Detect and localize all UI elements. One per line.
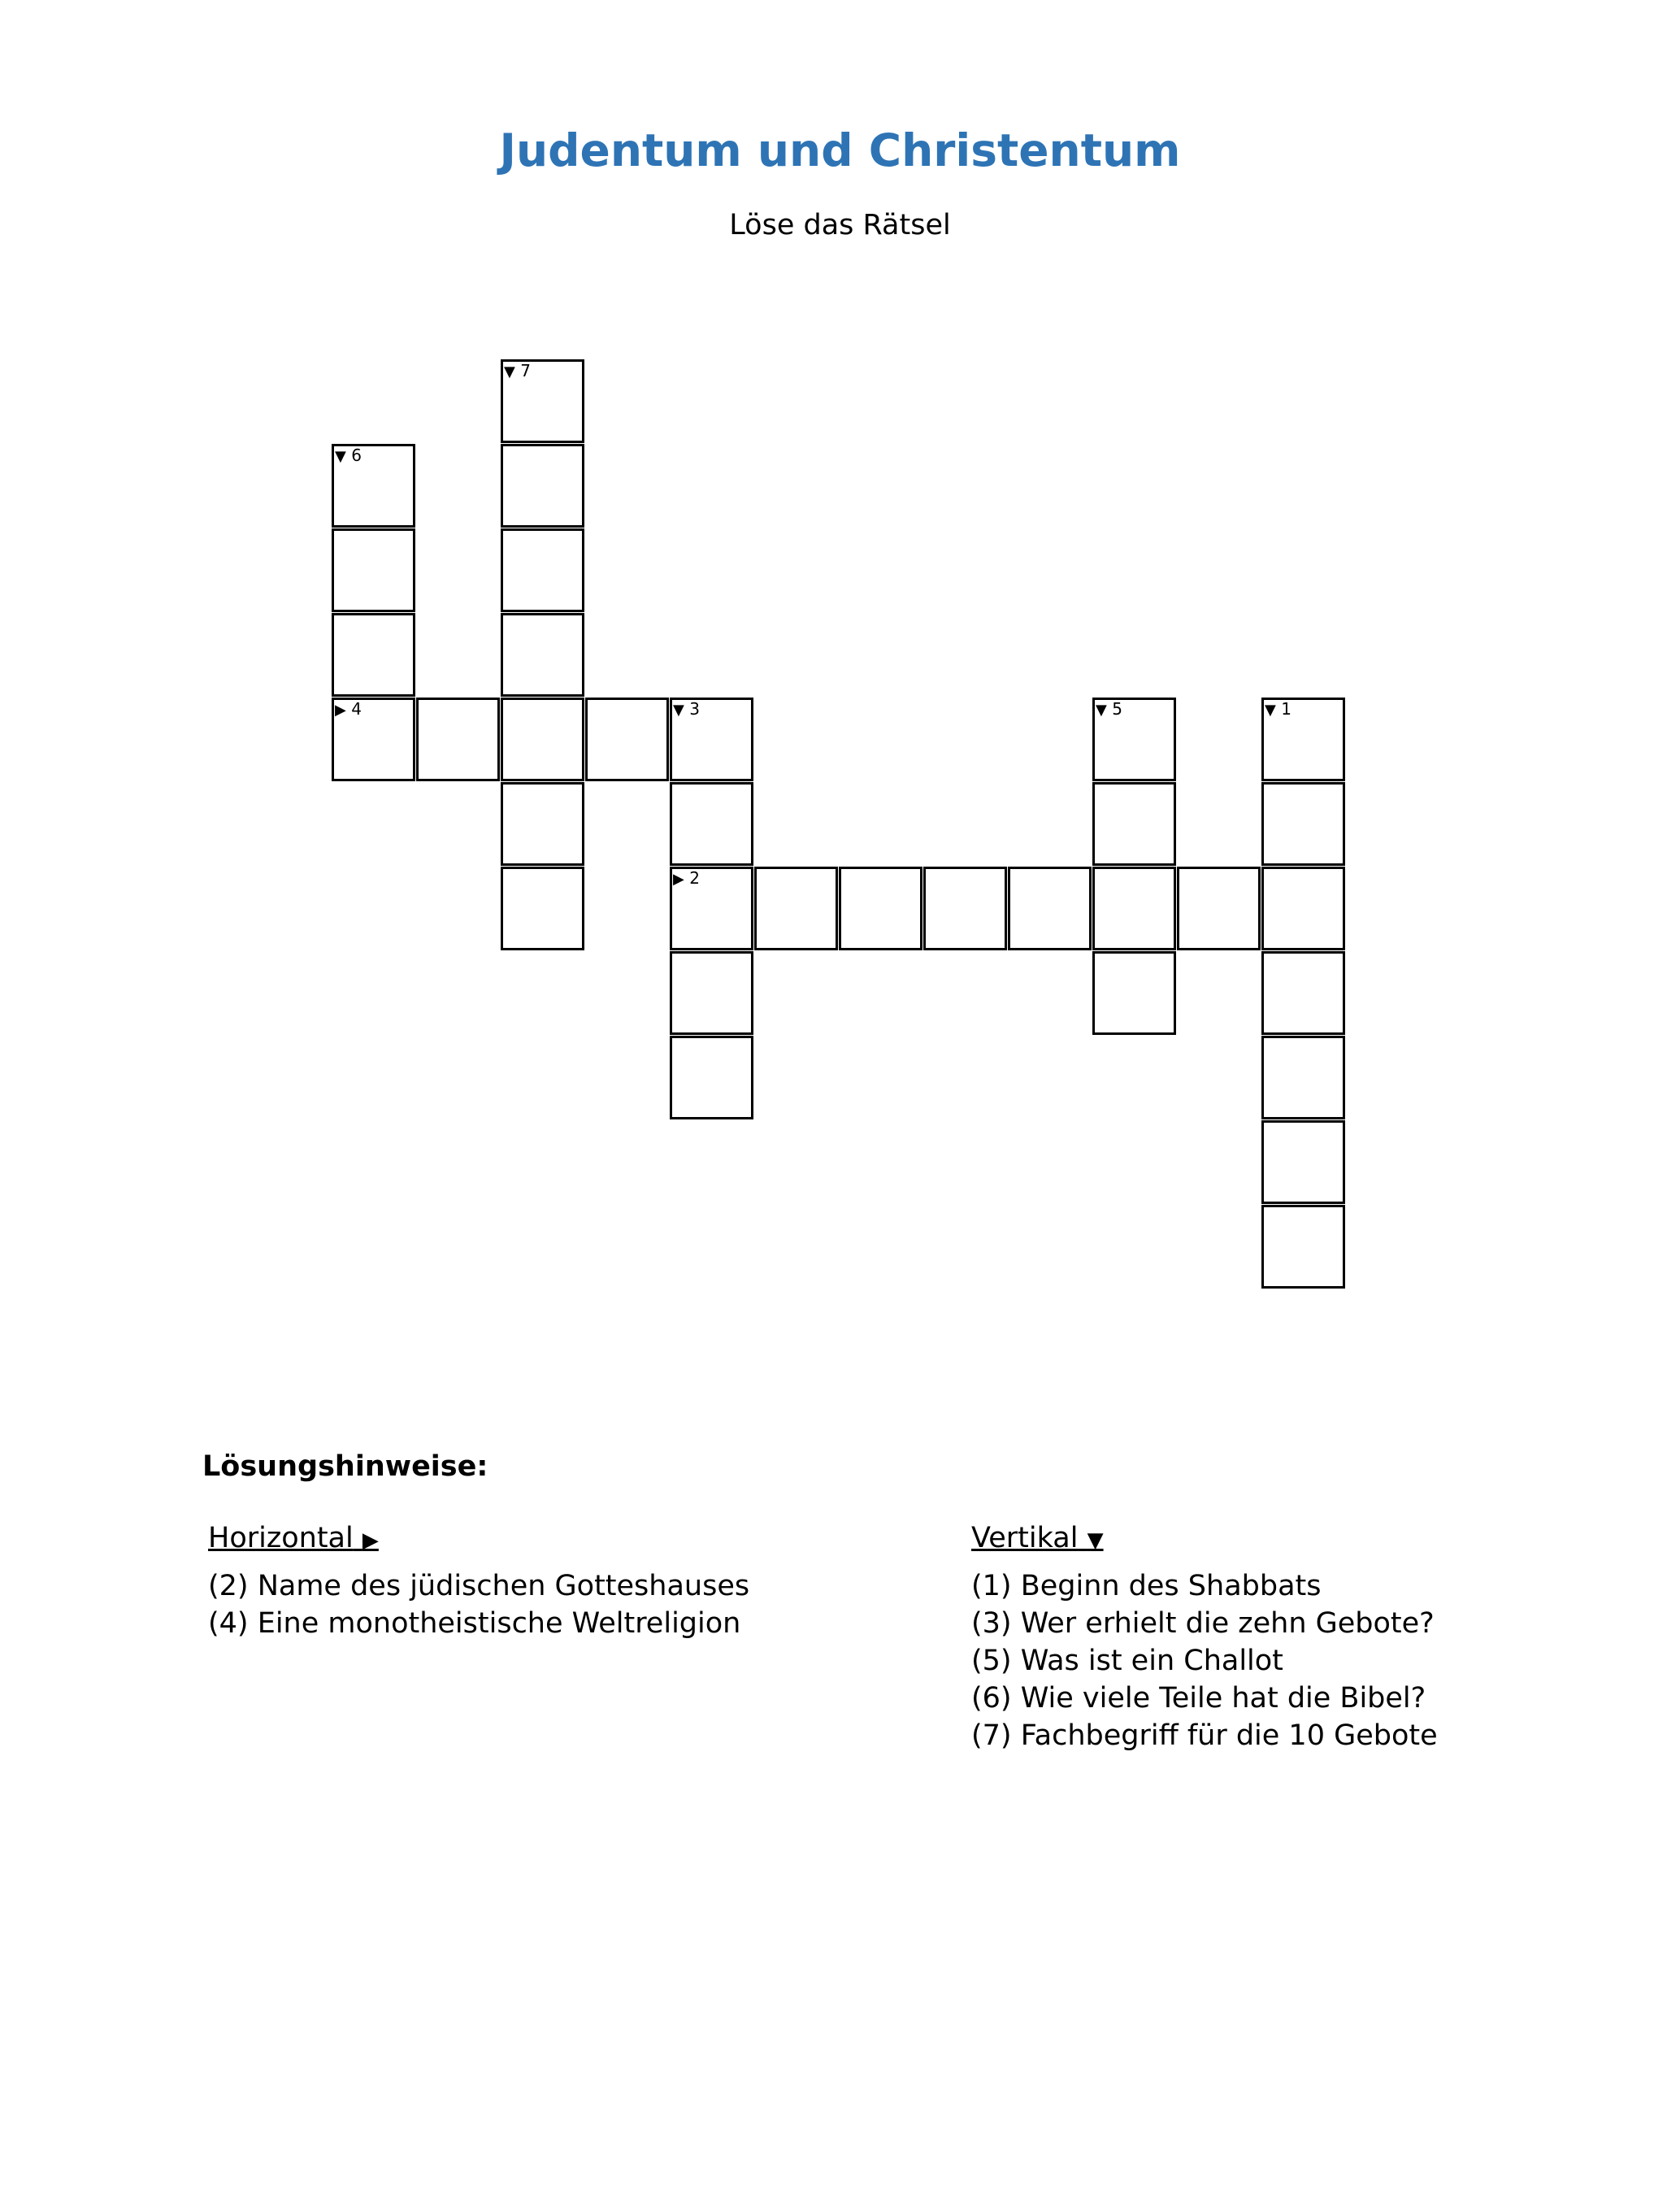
right-arrow-icon: ▶ — [335, 702, 346, 719]
clue-number: 1 — [1275, 699, 1291, 719]
clue-number-label — [335, 446, 362, 467]
clue-item: (7) Fachbegriff für die 10 Gebote — [971, 1719, 1438, 1752]
crossword-cell[interactable] — [1261, 951, 1345, 1035]
crossword-cell[interactable] — [585, 698, 669, 781]
crossword-cell[interactable] — [1008, 867, 1092, 950]
crossword-cell[interactable] — [1092, 951, 1176, 1035]
clue-item: (4) Eine monotheistische Weltreligion — [208, 1607, 741, 1640]
crossword-cell[interactable] — [754, 867, 838, 950]
crossword-cell[interactable] — [332, 528, 415, 612]
down-arrow-icon: ▼ — [673, 702, 684, 719]
vertical-heading — [971, 1520, 1104, 1559]
page-subtitle: Löse das Rätsel — [729, 209, 951, 241]
clue-number-label — [1265, 699, 1291, 720]
crossword-cell[interactable] — [501, 867, 584, 950]
crossword-cell[interactable] — [839, 867, 922, 950]
clue-number: 2 — [684, 868, 700, 888]
clue-number: 6 — [345, 446, 362, 465]
crossword-cell[interactable] — [670, 1036, 753, 1119]
crossword-cell[interactable] — [501, 613, 584, 697]
crossword-cell[interactable] — [1092, 698, 1176, 781]
vertical-label: Vertikal — [971, 1522, 1079, 1554]
clue-number: 7 — [514, 361, 531, 380]
clue-item: (5) Was ist ein Challot — [971, 1645, 1283, 1677]
clue-number: 3 — [684, 699, 700, 719]
clue-item: (1) Beginn des Shabbats — [971, 1570, 1322, 1602]
clue-number-label — [335, 699, 362, 720]
crossword-cell[interactable] — [923, 867, 1007, 950]
clue-number-label — [1096, 699, 1122, 720]
crossword-cell[interactable] — [670, 951, 753, 1035]
clue-item: (6) Wie viele Teile hat die Bibel? — [971, 1682, 1426, 1715]
crossword-cell[interactable] — [501, 782, 584, 866]
clue-number: 4 — [345, 699, 362, 719]
down-arrow-icon: ▼ — [1265, 702, 1276, 719]
vertical-clue-list — [971, 1567, 1438, 1754]
crossword-cell[interactable] — [1092, 782, 1176, 866]
horizontal-label: Horizontal — [208, 1522, 354, 1554]
crossword-cell[interactable] — [1261, 698, 1345, 781]
crossword-cell[interactable] — [1261, 1120, 1345, 1204]
crossword-cell[interactable] — [332, 613, 415, 697]
crossword-cell[interactable] — [501, 444, 584, 528]
hints-heading: Lösungshinweise: — [202, 1450, 488, 1483]
crossword-cell[interactable] — [1261, 867, 1345, 950]
crossword-cell[interactable] — [416, 698, 500, 781]
clue-number-label — [673, 868, 700, 889]
clue-number: 5 — [1106, 699, 1122, 719]
crossword-cell[interactable] — [501, 528, 584, 612]
crossword-cell[interactable] — [1261, 1036, 1345, 1119]
down-arrow-icon: ▼ — [504, 363, 515, 380]
horizontal-clue-list — [208, 1567, 749, 1642]
down-arrow-icon: ▼ — [335, 448, 346, 465]
clue-item: (3) Wer erhielt die zehn Gebote? — [971, 1607, 1435, 1640]
crossword-cell[interactable] — [332, 444, 415, 528]
crossword-cell[interactable] — [1092, 867, 1176, 950]
page-title: Judentum und Christentum — [499, 124, 1181, 176]
clue-number-label — [673, 699, 700, 720]
horizontal-heading — [208, 1520, 379, 1559]
crossword-cell[interactable] — [501, 359, 584, 443]
crossword-cell[interactable] — [670, 782, 753, 866]
crossword-cell[interactable] — [1261, 1205, 1345, 1289]
crossword-cell[interactable] — [1177, 867, 1261, 950]
clue-item: (2) Name des jüdischen Gotteshauses — [208, 1570, 750, 1602]
down-arrow-icon: ▼ — [1096, 702, 1107, 719]
crossword-cell[interactable] — [501, 698, 584, 781]
crossword-cell[interactable] — [670, 698, 753, 781]
crossword-cell[interactable] — [332, 698, 415, 781]
right-arrow-icon: ▶ — [673, 871, 684, 888]
right-arrow-icon: ▶ — [362, 1528, 379, 1553]
crossword-cell[interactable] — [670, 867, 753, 950]
clue-number-label — [504, 361, 531, 382]
down-arrow-icon: ▼ — [1087, 1528, 1104, 1553]
crossword-cell[interactable] — [1261, 782, 1345, 866]
